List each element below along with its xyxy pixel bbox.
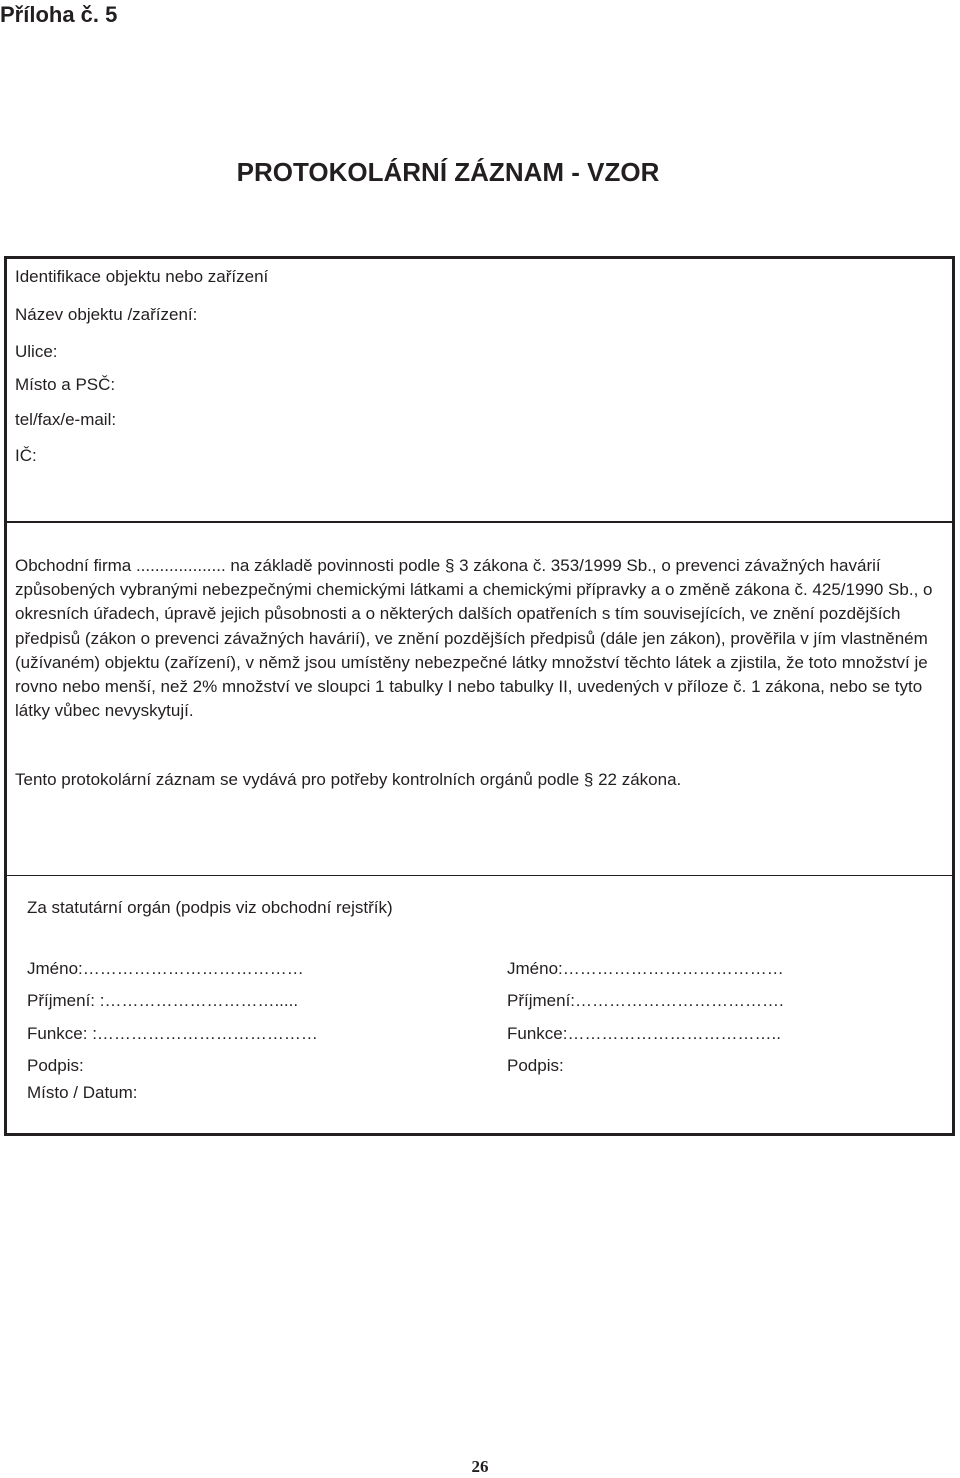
street-label: Ulice: (15, 342, 58, 361)
right-surname-field: Příjmení:………………………………. (507, 991, 784, 1011)
contact-label: tel/fax/e-mail: (15, 410, 117, 429)
place-date-label: Místo / Datum: (27, 1083, 138, 1102)
signature-heading: Za statutární orgán (podpis viz obchodní rejstřík) (27, 898, 393, 917)
left-name-field: Jméno:………………………………… (27, 959, 304, 978)
signature-column-right (507, 953, 784, 1082)
annex-label: Příloha č. 5 (0, 2, 118, 27)
declaration-note: Tento protokolární záznam se vydává pro potřeby kontrolních orgánů podle § 22 zákona. (15, 770, 682, 789)
identification-heading: Identifikace objektu nebo zařízení (15, 267, 269, 286)
place-postcode-label: Místo a PSČ: (15, 375, 116, 394)
right-name-field: Jméno:………………………………… (507, 959, 784, 978)
left-function-field: Funkce: :………………………………… (27, 1023, 318, 1043)
identification-section (7, 259, 952, 523)
left-signature-field: Podpis: (27, 1055, 84, 1075)
right-signature-field: Podpis: (507, 1055, 564, 1075)
right-function-field: Funkce:……………………………….. (507, 1023, 781, 1043)
declaration-paragraph: Obchodní firma ................... na základě povinnosti podle § 3 zákona č. 353/1999 Sb., o prevenci závažných havárií způsobených vybranými nebezpečnými chemickými látkami a chemickými přípravky a o změně zákona č. 425/1990 Sb., o okresních úřadech, úpravě jejich působnosti a o některých dalších opatřeních s tím souvisejících, ve znění pozdějších předpisů (zákon o prevenci závažných havárií), ve znění pozdějších předpisů (dále jen zákon), prověřila v jím vlastněném (užívaném) objektu (zařízení), v němž jsou umístěny nebezpečné látky množství těchto látek a zjistila, že toto množství je rovno nebo menší, než 2% množství ve sloupci 1 tabulky I nebo tabulky II, uvedených v příloze č. 1 zákona, nebo se tyto látky vůbec nevyskytují. (15, 556, 933, 721)
signature-section (7, 875, 952, 1134)
page-number: 26 (471, 1457, 489, 1476)
left-surname-field: Příjmení: :…………………………..... (27, 991, 299, 1011)
company-id-label: IČ: (15, 446, 37, 465)
signature-column-left (27, 953, 318, 1082)
object-name-label: Název objektu /zařízení: (15, 305, 198, 324)
document-title: PROTOKOLÁRNÍ ZÁZNAM - VZOR (236, 157, 660, 187)
protocol-form (4, 256, 955, 1136)
